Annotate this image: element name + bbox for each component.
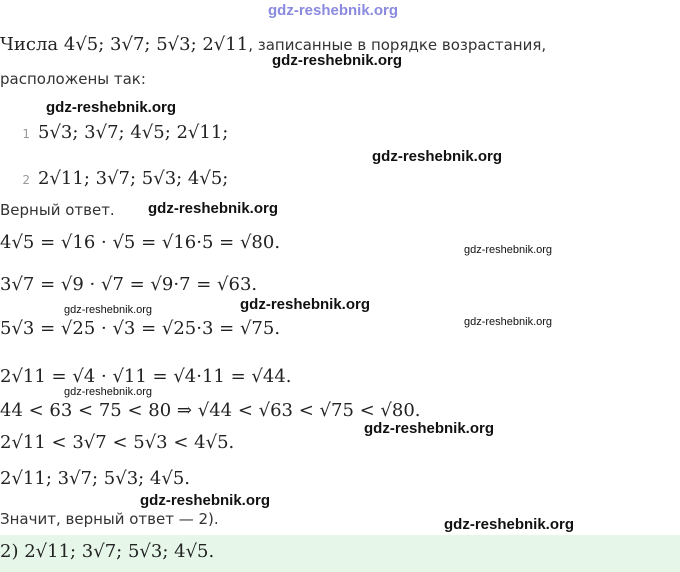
option-number: 1 [22,127,30,141]
watermark: gdz-reshebnik.org [464,316,553,328]
solution-line: 3√7 = √9 · √7 = √9·7 = √63. [0,274,258,295]
watermark: gdz-reshebnik.org [148,200,279,217]
conclusion-text: Значит, верный ответ — 2). [0,510,219,528]
option-number: 2 [22,173,30,187]
watermark: gdz-reshebnik.org [464,244,553,256]
option-text: 5√3; 3√7; 4√5; 2√11; [38,122,229,143]
answer-text: 2) 2√11; 3√7; 5√3; 4√5. [0,541,215,562]
question-numbers: Числа 4√5; 3√7; 5√3; 2√11 [0,34,249,55]
watermark: gdz-reshebnik.org [64,386,153,398]
watermark: gdz-reshebnik.org [444,516,575,533]
watermark: gdz-reshebnik.org [240,296,371,313]
watermark: gdz-reshebnik.org [46,99,177,116]
option-text: 2√11; 3√7; 5√3; 4√5; [38,168,229,189]
question-line-1 [0,34,546,55]
watermark-top: gdz-reshebnik.org [268,2,399,19]
watermark: gdz-reshebnik.org [272,52,403,69]
solution-line: 2√11; 3√7; 5√3; 4√5. [0,468,191,489]
option-1[interactable] [0,122,228,143]
conclusion [0,509,219,528]
question-line-2: расположены так: [0,70,146,88]
option-2[interactable] [0,168,228,189]
watermark: gdz-reshebnik.org [140,492,271,509]
question-text: , записанные в порядке возрастания, [248,36,547,54]
solution-line: 5√3 = √25 · √3 = √25·3 = √75. [0,318,281,339]
solution-line: 2√11 < 3√7 < 5√3 < 4√5. [0,432,235,453]
solution-line: 44 < 63 < 75 < 80 ⇒ √44 < √63 < √75 < √80. [0,400,421,421]
solution-line: 4√5 = √16 · √5 = √16·5 = √80. [0,232,281,253]
solution-line: 2√11 = √4 · √11 = √4·11 = √44. [0,366,292,387]
watermark: gdz-reshebnik.org [64,304,153,316]
watermark: gdz-reshebnik.org [372,148,503,165]
watermark: gdz-reshebnik.org [364,420,495,437]
correct-answer-label: Верный ответ. [0,201,115,219]
